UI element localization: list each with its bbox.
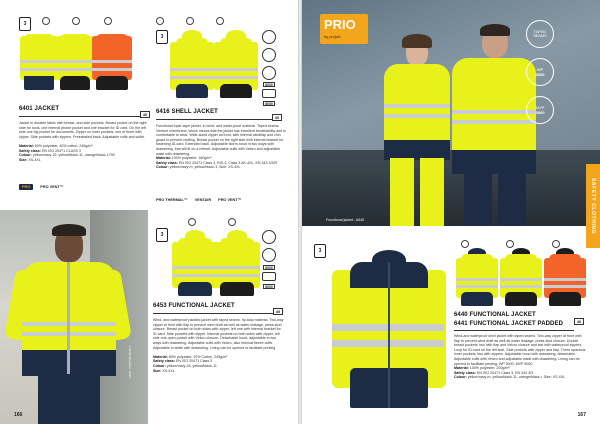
brand-logo-box [320,14,368,44]
jacket-6401-yellow-black [56,30,94,92]
section-tab[interactable]: SAFETY CLOTHING [586,164,600,248]
page-ref-badge: 40 [574,318,584,325]
product-title: 6453 FUNCTIONAL JACKET [153,303,235,309]
wp-value-badge: 8000 [263,265,275,270]
product-title: 6440 FUNCTIONAL JACKET [454,312,536,318]
colour-swatch-icon [506,240,514,248]
product-title: 6416 SHELL JACKET [156,109,218,115]
product-description: Wind- and waterproof padded jacket with taped seams, rip-stop material. Two-way zipper at front with flap to prevent wind draft as well as water leakage, press stud closure. Breast pocket on both sides with zipper, left one with internal bracket for ID card. Side pockets with zipper. Internal pockets on both sides with zipper, left side one open pocket with Velcro closure. Detachable hood, adjustable in two ways with drawstring. Adjustable cuffs with Velcro, also internal fleece cuffs. Adjustable in width with drawstring. Lining can be opened to facilitate printing. Material: 80% polyester, 20% Cotton, 245g/m² Safety class: EN ISO 20471 Class 3 Colour: yellow/navy-16, yellow/black-11 Size: XS-4XL [153,318,284,373]
breathability-icon [262,89,276,98]
class-3-certificate-icon: 3 [19,17,31,31]
colour-swatch-icon [216,17,224,25]
feature-logos [19,185,64,189]
model-photo-6453 [0,210,148,424]
jacket-6440-yellow-black [500,248,542,308]
wp-value-badge: 8000 [263,82,275,87]
class-3-certificate-icon: 3 [156,228,168,242]
pro-thermal-logo: PRO THERMAL™ [156,198,188,202]
windproof-icon [262,230,276,244]
divider [454,330,574,331]
colour-swatch-icon [552,240,560,248]
brand-sub: by projob [324,34,341,39]
wp-badge: WP 5000 [526,58,554,86]
jacket-6453-yellow-navy [172,230,218,298]
product-title-padded: 6441 FUNCTIONAL JACKET PADDED [454,321,564,327]
colour-swatch-icon [156,17,164,25]
waterproof-icon [262,248,276,262]
pro-logo: PRO [19,184,33,190]
jacket-6440-orange-black [544,248,586,308]
divider [153,313,283,314]
page-ref-badge: 40 [272,114,282,121]
product-title: 6401 JACKET [19,106,60,112]
colour-swatch-icon [188,218,196,226]
divider [19,116,150,117]
page-ref-badge: 40 [140,111,150,118]
ventair-logo: VENTAIR [194,198,212,202]
class-3-certificate-icon: 3 [156,30,168,44]
page-number-right: 167 [577,412,586,418]
taped-seams-badge: TAPED SEAMS [526,20,554,48]
left-page [0,0,298,424]
mvp-badge: MVP 5000 [526,96,554,124]
product-description: Jacket in durable fabric with breast- and side pockets. Breast pocket on the right side for tools, one internal phone pocket and one bracket for ID card. On the left side one big pocket for documents. Zipper on inner pockets, one of them with zipper. Side pockets with zippers. Preinstalled back. Adjustable cuffs and width. Material: 60% polyester, 40% cotton, 245g/m² Safety class: EN ISO 20471 CLASS 3 Colour: yellow/navy-16, yellow/black-11, orange/black-1799 Size: XS-4XL [19,121,147,162]
pro-vent-logo: PRO VENT™ [40,185,64,189]
colour-swatch-icon [72,17,80,25]
jacket-6416-back [214,30,258,100]
page-number-left: 166 [14,412,23,418]
colour-swatch-icon [186,17,194,25]
right-page [302,0,600,424]
hero-photo [302,0,600,226]
jacket-6440-main [332,250,444,412]
brand-logo: PRIO [324,17,356,32]
jacket-6401-yellow-navy [20,30,58,92]
jacket-6416-front [170,30,214,100]
page-ref-badge: 40 [273,308,283,315]
pro-vent-logo: PRO VENT™ [218,198,242,202]
photo-caption: Functional jacket - 6440 [326,218,365,222]
mvp-value-badge: 8000 [263,284,275,289]
colour-swatch-icon [461,240,469,248]
waterproof-icon [262,66,276,80]
product-description: Functional triple-layer jacket, in wind- and water-proof material. Taped seams. Venture membrane, which means that the jacket has excellent breathability and is comfortable to wear. Wide-sized zipper all front, with internal windflap and chin guard to prevent chafing. Breast pocket on the right side with internal bracket for fastening ID-card. Extended back. Adjustable storm-hood in two ways with drawstring, that will fit on a helmet. Adjustable cuffs with Velcro and adjustable waist with drawstring. Material: 100% polyester, 160g/m² Safety class: EN ISO 20471 Class 3, RIS-3, Class 3 AK-4XL, EN 343 3/3/R Colour: yellow/navy-m, yellow/black-1, Size: XS-4XL [156,124,286,170]
colour-swatch-icon [104,17,112,25]
class-3-certificate-icon: 3 [314,244,326,258]
breathable-icon [262,48,276,62]
jacket-6453-yellow-black [214,230,260,298]
product-description: Wind-and waterproof shell jacket with taped seams. Two-way zipper at front with flap to prevent wind draft as well as water leakage, press-stud closure. Double breast pockets, two with flap and Velcro closure and two with waterproof zippers. Loop for ID-card on the left side. Side pockets with zipper and flap. Three spacious inner pockets, two with zippers. Adjustable hood with drawstring, detachable. Adjustable cuffs with Velcro and adjustable waist with drawstring. Lining can be opened to facilitate printing. WP 5000, MVP 5000. Material: 100% polyester, 200g/m² Safety class: EN ISO 20471 Class 3, EN 343 3/3 Colour: yellow/navy-m, yellow/black-11, orange/black-r, Size: XS-4XL [454,334,586,380]
feature-logos [156,198,241,202]
jacket-6440-yellow-navy [456,248,498,308]
photo-caption: Functional jacket - 6453 [128,346,132,378]
jacket-6401-orange-black [92,30,132,92]
divider [156,119,282,120]
mvp-value-badge: 8000 [263,101,275,106]
colour-swatch-icon [42,17,50,25]
colour-swatch-icon [228,218,236,226]
windproof-icon [262,30,276,44]
breathability-icon [262,272,276,281]
